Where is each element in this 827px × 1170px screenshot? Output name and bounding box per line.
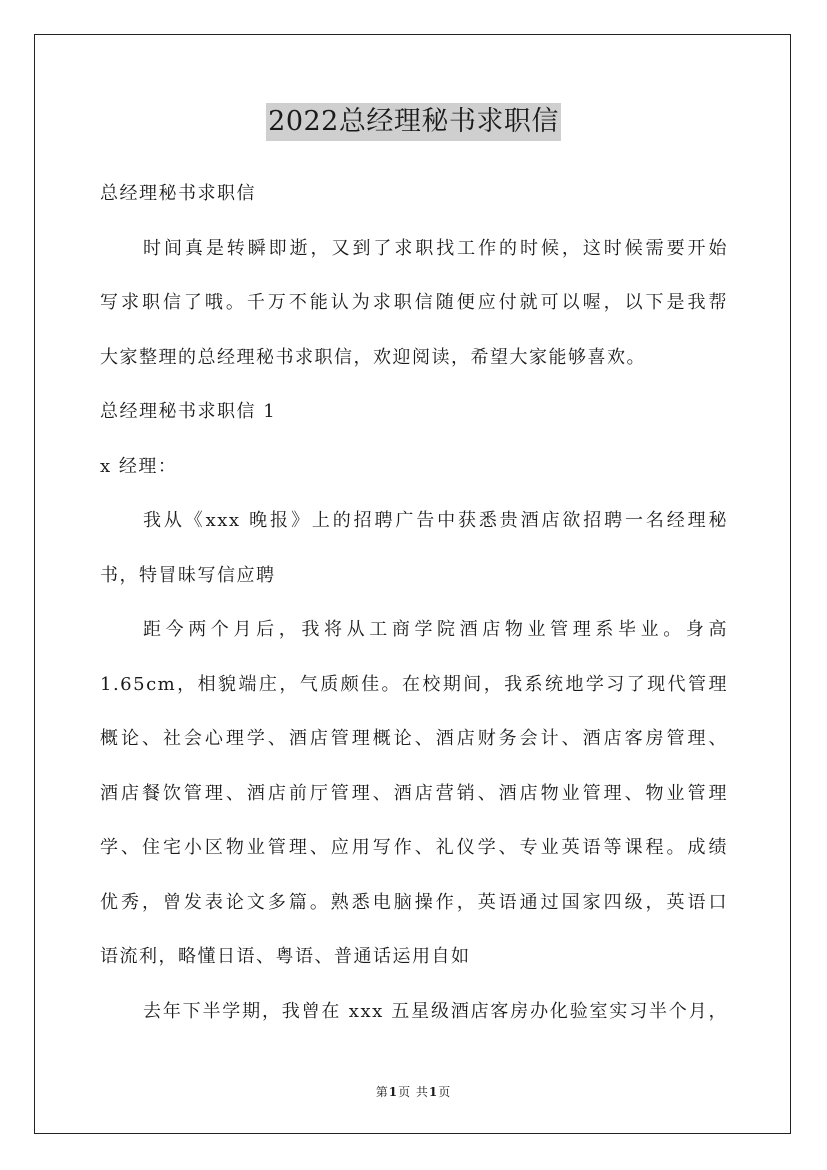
text-line: 时间真是转瞬即逝，又到了求职找工作的时候，这时候需要开始	[143, 237, 728, 259]
text-line: x 经理：	[100, 455, 178, 477]
footer-total-pages: 1	[428, 1085, 439, 1099]
text-line: 总经理秘书求职信	[100, 183, 256, 204]
text-line: 1.65cm，相貌端庄，气质颇佳。在校期间，我系统地学习了现代管理	[100, 673, 728, 695]
footer-mid: 页 共	[398, 1085, 429, 1099]
text-line: 总经理秘书求职信 1	[100, 401, 277, 422]
text-line: 去年下半学期，我曾在 xxx 五星级酒店客房办化验室实习半个月，	[143, 1000, 728, 1022]
footer-current-page: 1	[388, 1085, 399, 1099]
footer-prefix: 第	[375, 1085, 389, 1099]
text-line: 书，特冒昧写信应聘	[100, 564, 276, 586]
footer-suffix: 页	[438, 1085, 452, 1099]
title-container	[0, 103, 827, 141]
text-line: 优秀，曾发表论文多篇。熟悉电脑操作，英语通过国家四级，英语口	[100, 891, 728, 913]
text-line: 距今两个月后，我将从工商学院酒店物业管理系毕业。身高	[143, 619, 728, 640]
document-body	[100, 167, 728, 1039]
document-title: 2022总经理秘书求职信	[266, 103, 561, 141]
text-line: 概论、社会心理学、酒店管理概论、酒店财务会计、酒店客房管理、	[100, 728, 728, 749]
page-footer	[0, 1084, 827, 1100]
text-line: 写求职信了哦。千万不能认为求职信随便应付就可以喔，以下是我帮	[100, 292, 728, 313]
text-line: 学、住宅小区物业管理、应用写作、礼仪学、专业英语等课程。成绩	[100, 837, 728, 858]
text-line: 语流利，略懂日语、粤语、普通话运用自如	[100, 946, 471, 967]
text-line: 大家整理的总经理秘书求职信，欢迎阅读，希望大家能够喜欢。	[100, 346, 646, 368]
text-line: 我从《xxx 晚报》上的招聘广告中获悉贵酒店欲招聘一名经理秘	[143, 510, 728, 531]
text-line: 酒店餐饮管理、酒店前厅管理、酒店营销、酒店物业管理、物业管理	[100, 782, 728, 804]
